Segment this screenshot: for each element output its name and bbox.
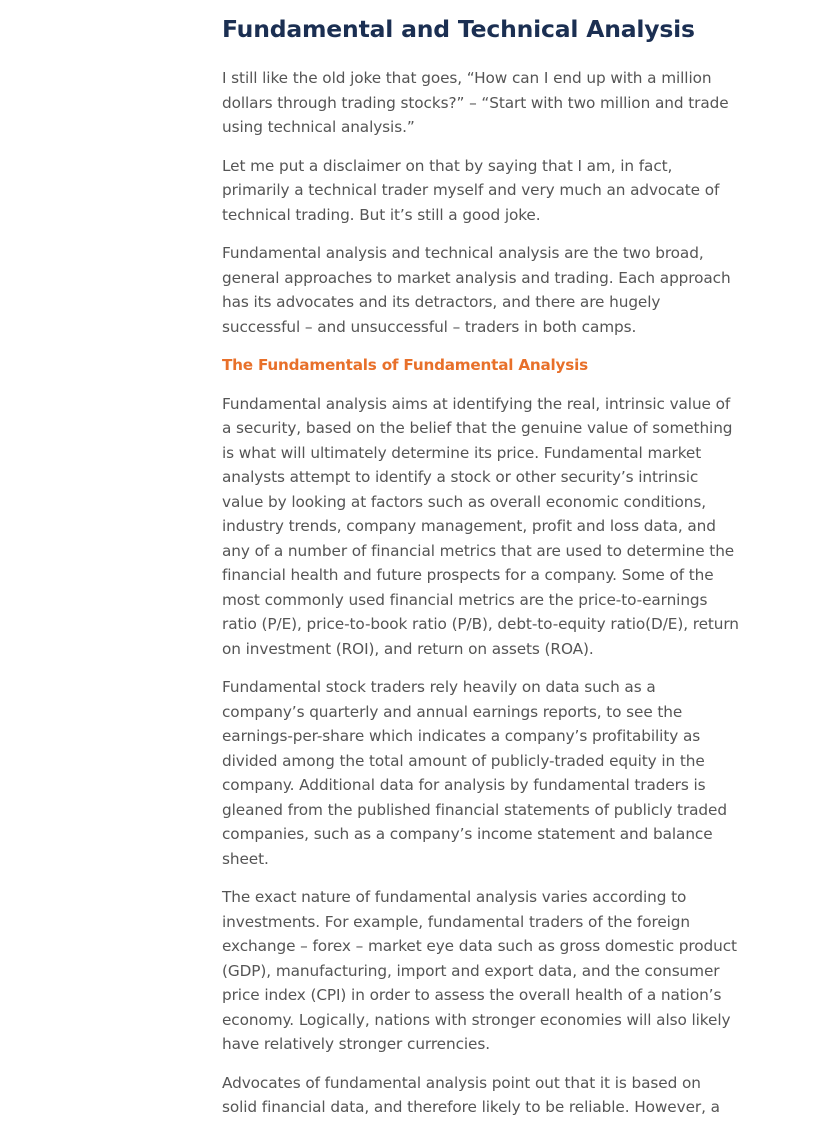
paragraph-line: solid financial data, and therefore likely to be reliable. However, a xyxy=(222,1098,720,1116)
paragraph-approaches xyxy=(222,241,752,339)
paragraph-line: financial health and future prospects for a company. Some of the xyxy=(222,566,714,584)
paragraph-line: Fundamental stock traders rely heavily on data such as a xyxy=(222,678,656,696)
paragraph-line: have relatively stronger currencies. xyxy=(222,1035,490,1053)
paragraph-line: exchange – forex – market eye data such as gross domestic product xyxy=(222,937,737,955)
paragraph-line: Fundamental analysis aims at identifying the real, intrinsic value of xyxy=(222,394,731,413)
paragraph-line: ratio (P/E), price-to-book ratio (P/B), debt-to-equity ratio(D/E), return xyxy=(222,615,739,633)
paragraph-line: analysts attempt to identify a stock or other security’s intrinsic xyxy=(222,468,699,486)
paragraph-line: Let me put a disclaimer on that by saying that I am, in fact, xyxy=(222,156,673,175)
paragraph-line: most commonly used financial metrics are the price-to-earnings xyxy=(222,590,708,609)
paragraph-line: any of a number of financial metrics that are used to determine the xyxy=(222,541,735,560)
section-heading: The Fundamentals of Fundamental Analysis xyxy=(222,356,588,374)
paragraph-forex-example xyxy=(222,885,752,1057)
article-title: Fundamental and Technical Analysis xyxy=(222,15,695,43)
paragraph-intrinsic-value xyxy=(222,392,752,662)
paragraph-advocates xyxy=(222,1071,752,1120)
paragraph-line: companies, such as a company’s income statement and balance xyxy=(222,825,713,843)
paragraph-line: industry trends, company management, profit and loss data, and xyxy=(222,517,716,535)
paragraph-line: technical trading. But it’s still a good joke. xyxy=(222,205,541,224)
paragraph-line: economy. Logically, nations with stronger economies will also likely xyxy=(222,1010,731,1029)
paragraph-line: successful – and unsuccessful – traders in both camps. xyxy=(222,317,637,336)
paragraph-line: The exact nature of fundamental analysis varies according to xyxy=(222,888,687,906)
paragraph-line: is what will ultimately determine its price. Fundamental market xyxy=(222,443,702,462)
paragraph-disclaimer xyxy=(222,154,752,228)
paragraph-line: has its advocates and its detractors, and there are hugely xyxy=(222,293,661,311)
paragraph-line: Fundamental analysis and technical analysis are the two broad, xyxy=(222,244,704,262)
article xyxy=(222,12,752,1134)
paragraph-line: earnings-per-share which indicates a company’s profitability as xyxy=(222,727,701,745)
paragraph-line: investments. For example, fundamental traders of the foreign xyxy=(222,912,690,931)
paragraph-line: gleaned from the published financial statements of publicly traded xyxy=(222,800,727,819)
paragraph-line: I still like the old joke that goes, “How can I end up with a million xyxy=(222,69,712,87)
paragraph-line: dollars through trading stocks?” – “Start with two million and trade xyxy=(222,93,729,112)
paragraph-line: using technical analysis.” xyxy=(222,118,415,136)
paragraph-line: a security, based on the belief that the genuine value of something xyxy=(222,419,733,437)
paragraph-line: company. Additional data for analysis by fundamental traders is xyxy=(222,776,706,794)
paragraph-line: value by looking at factors such as overall economic conditions, xyxy=(222,492,706,511)
paragraph-line: general approaches to market analysis and trading. Each approach xyxy=(222,268,731,287)
paragraph-joke xyxy=(222,66,752,140)
paragraph-line: sheet. xyxy=(222,849,269,868)
paragraph-line: Advocates of fundamental analysis point out that it is based on xyxy=(222,1073,701,1092)
paragraph-earnings-data xyxy=(222,675,752,871)
paragraph-line: price index (CPI) in order to assess the overall health of a nation’s xyxy=(222,986,722,1004)
paragraph-line: primarily a technical trader myself and very much an advocate of xyxy=(222,181,720,199)
paragraph-line: divided among the total amount of publicly-traded equity in the xyxy=(222,751,705,770)
paragraph-line: company’s quarterly and annual earnings reports, to see the xyxy=(222,702,683,721)
paragraph-line: on investment (ROI), and return on assets (ROA). xyxy=(222,639,594,658)
paragraph-line: (GDP), manufacturing, import and export data, and the consumer xyxy=(222,961,720,980)
